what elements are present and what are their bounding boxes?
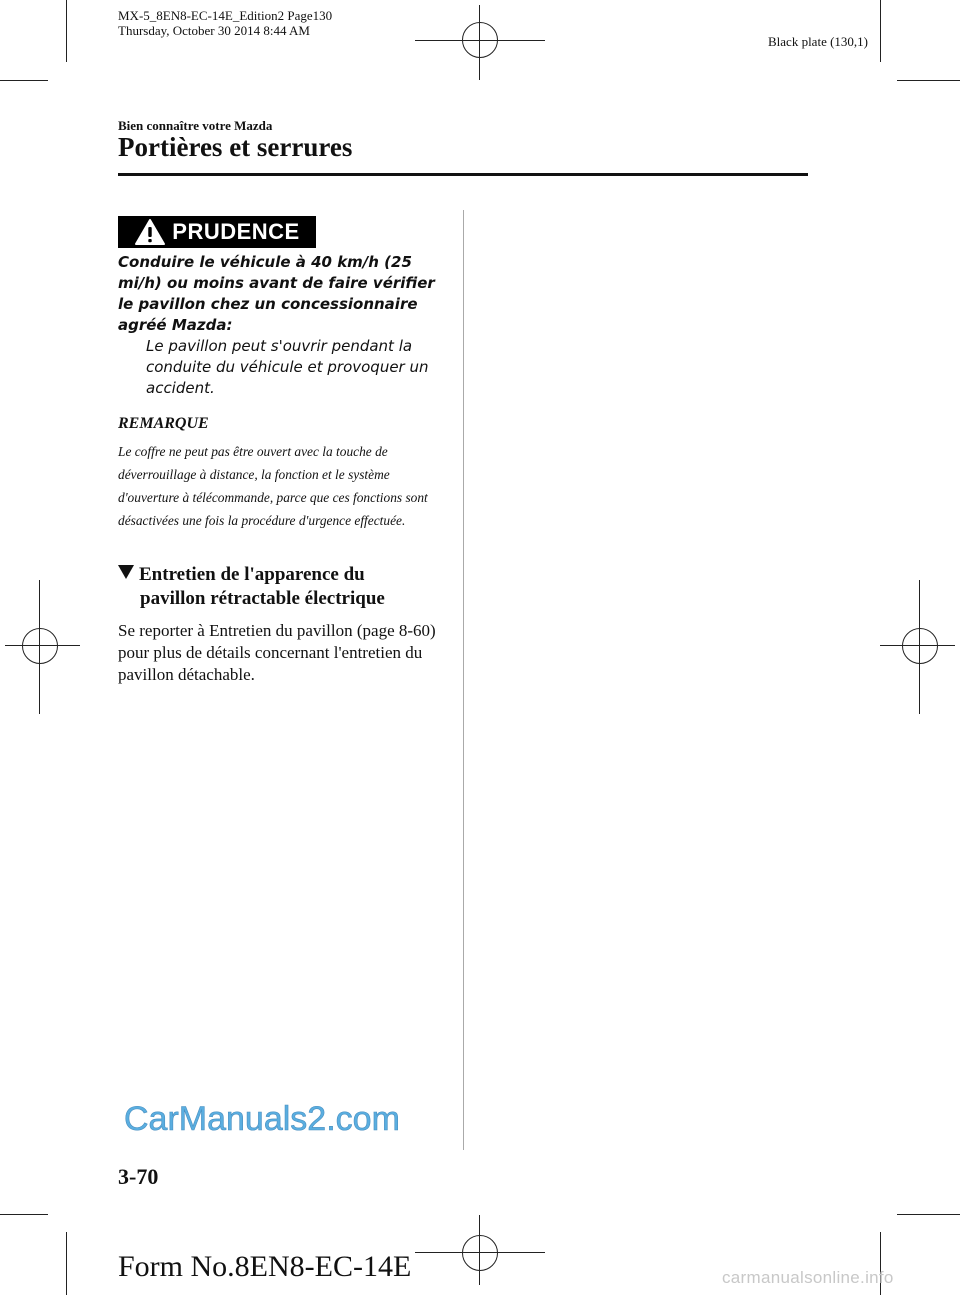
subsection-heading-line1: Entretien de l'apparence du — [139, 564, 365, 585]
watermark-logo — [118, 1088, 436, 1148]
registration-mark-bottom — [415, 1215, 545, 1295]
subsection-heading — [118, 563, 458, 611]
watermark-text: CarManuals2.com — [124, 1100, 400, 1138]
form-number: Form No.8EN8-EC-14E — [118, 1250, 412, 1283]
caution-badge — [118, 216, 316, 248]
page-title: Portières et serrures — [118, 132, 353, 162]
crop-mark — [66, 1232, 67, 1295]
column-divider — [463, 210, 464, 1150]
crop-mark — [880, 0, 881, 62]
print-header — [118, 8, 332, 38]
plate-label: Black plate (130,1) — [768, 34, 868, 49]
title-rule — [118, 173, 808, 176]
footer-site: carmanualsonline.info — [722, 1268, 894, 1287]
caution-detail-text: Le pavillon peut s'ouvrir pendant la conduite du véhicule et provoquer un accident. — [146, 337, 429, 397]
down-triangle-icon — [118, 565, 134, 579]
warning-triangle-icon — [134, 218, 166, 246]
section-label: Bien connaître votre Mazda — [118, 118, 273, 133]
print-header-line2: Thursday, October 30 2014 8:44 AM — [118, 23, 310, 38]
subsection-body: Se reporter à Entretien du pavillon (page 8-60) pour plus de détails concernant l'entretien du pavillon détachable. — [118, 621, 436, 684]
crop-mark — [897, 1214, 960, 1215]
note-body: Le coffre ne peut pas être ouvert avec la touche de déverrouillage à distance, la fonction et le système d'ouverture à télécommande, parce que ces fonctions sont désactivées une fois la procédure d'urgence effectuée. — [118, 444, 428, 528]
crop-mark — [897, 80, 960, 81]
crop-mark — [0, 80, 48, 81]
registration-mark-left — [0, 580, 80, 714]
crop-mark — [66, 0, 67, 62]
subsection-heading-line2: pavillon rétractable électrique — [140, 588, 385, 609]
caution-label: PRUDENCE — [172, 219, 300, 244]
registration-mark-right — [880, 580, 960, 714]
note-heading: REMARQUE — [118, 415, 209, 432]
page-number: 3-70 — [118, 1164, 159, 1189]
registration-mark-top — [415, 0, 545, 80]
caution-lead-text: Conduire le véhicule à 40 km/h (25 mi/h) ou moins avant de faire vérifier le pavillon chez un concessionnaire agréé Mazda: — [118, 253, 435, 334]
print-header-line1: MX-5_8EN8-EC-14E_Edition2 Page130 — [118, 8, 333, 23]
crop-mark — [0, 1214, 48, 1215]
